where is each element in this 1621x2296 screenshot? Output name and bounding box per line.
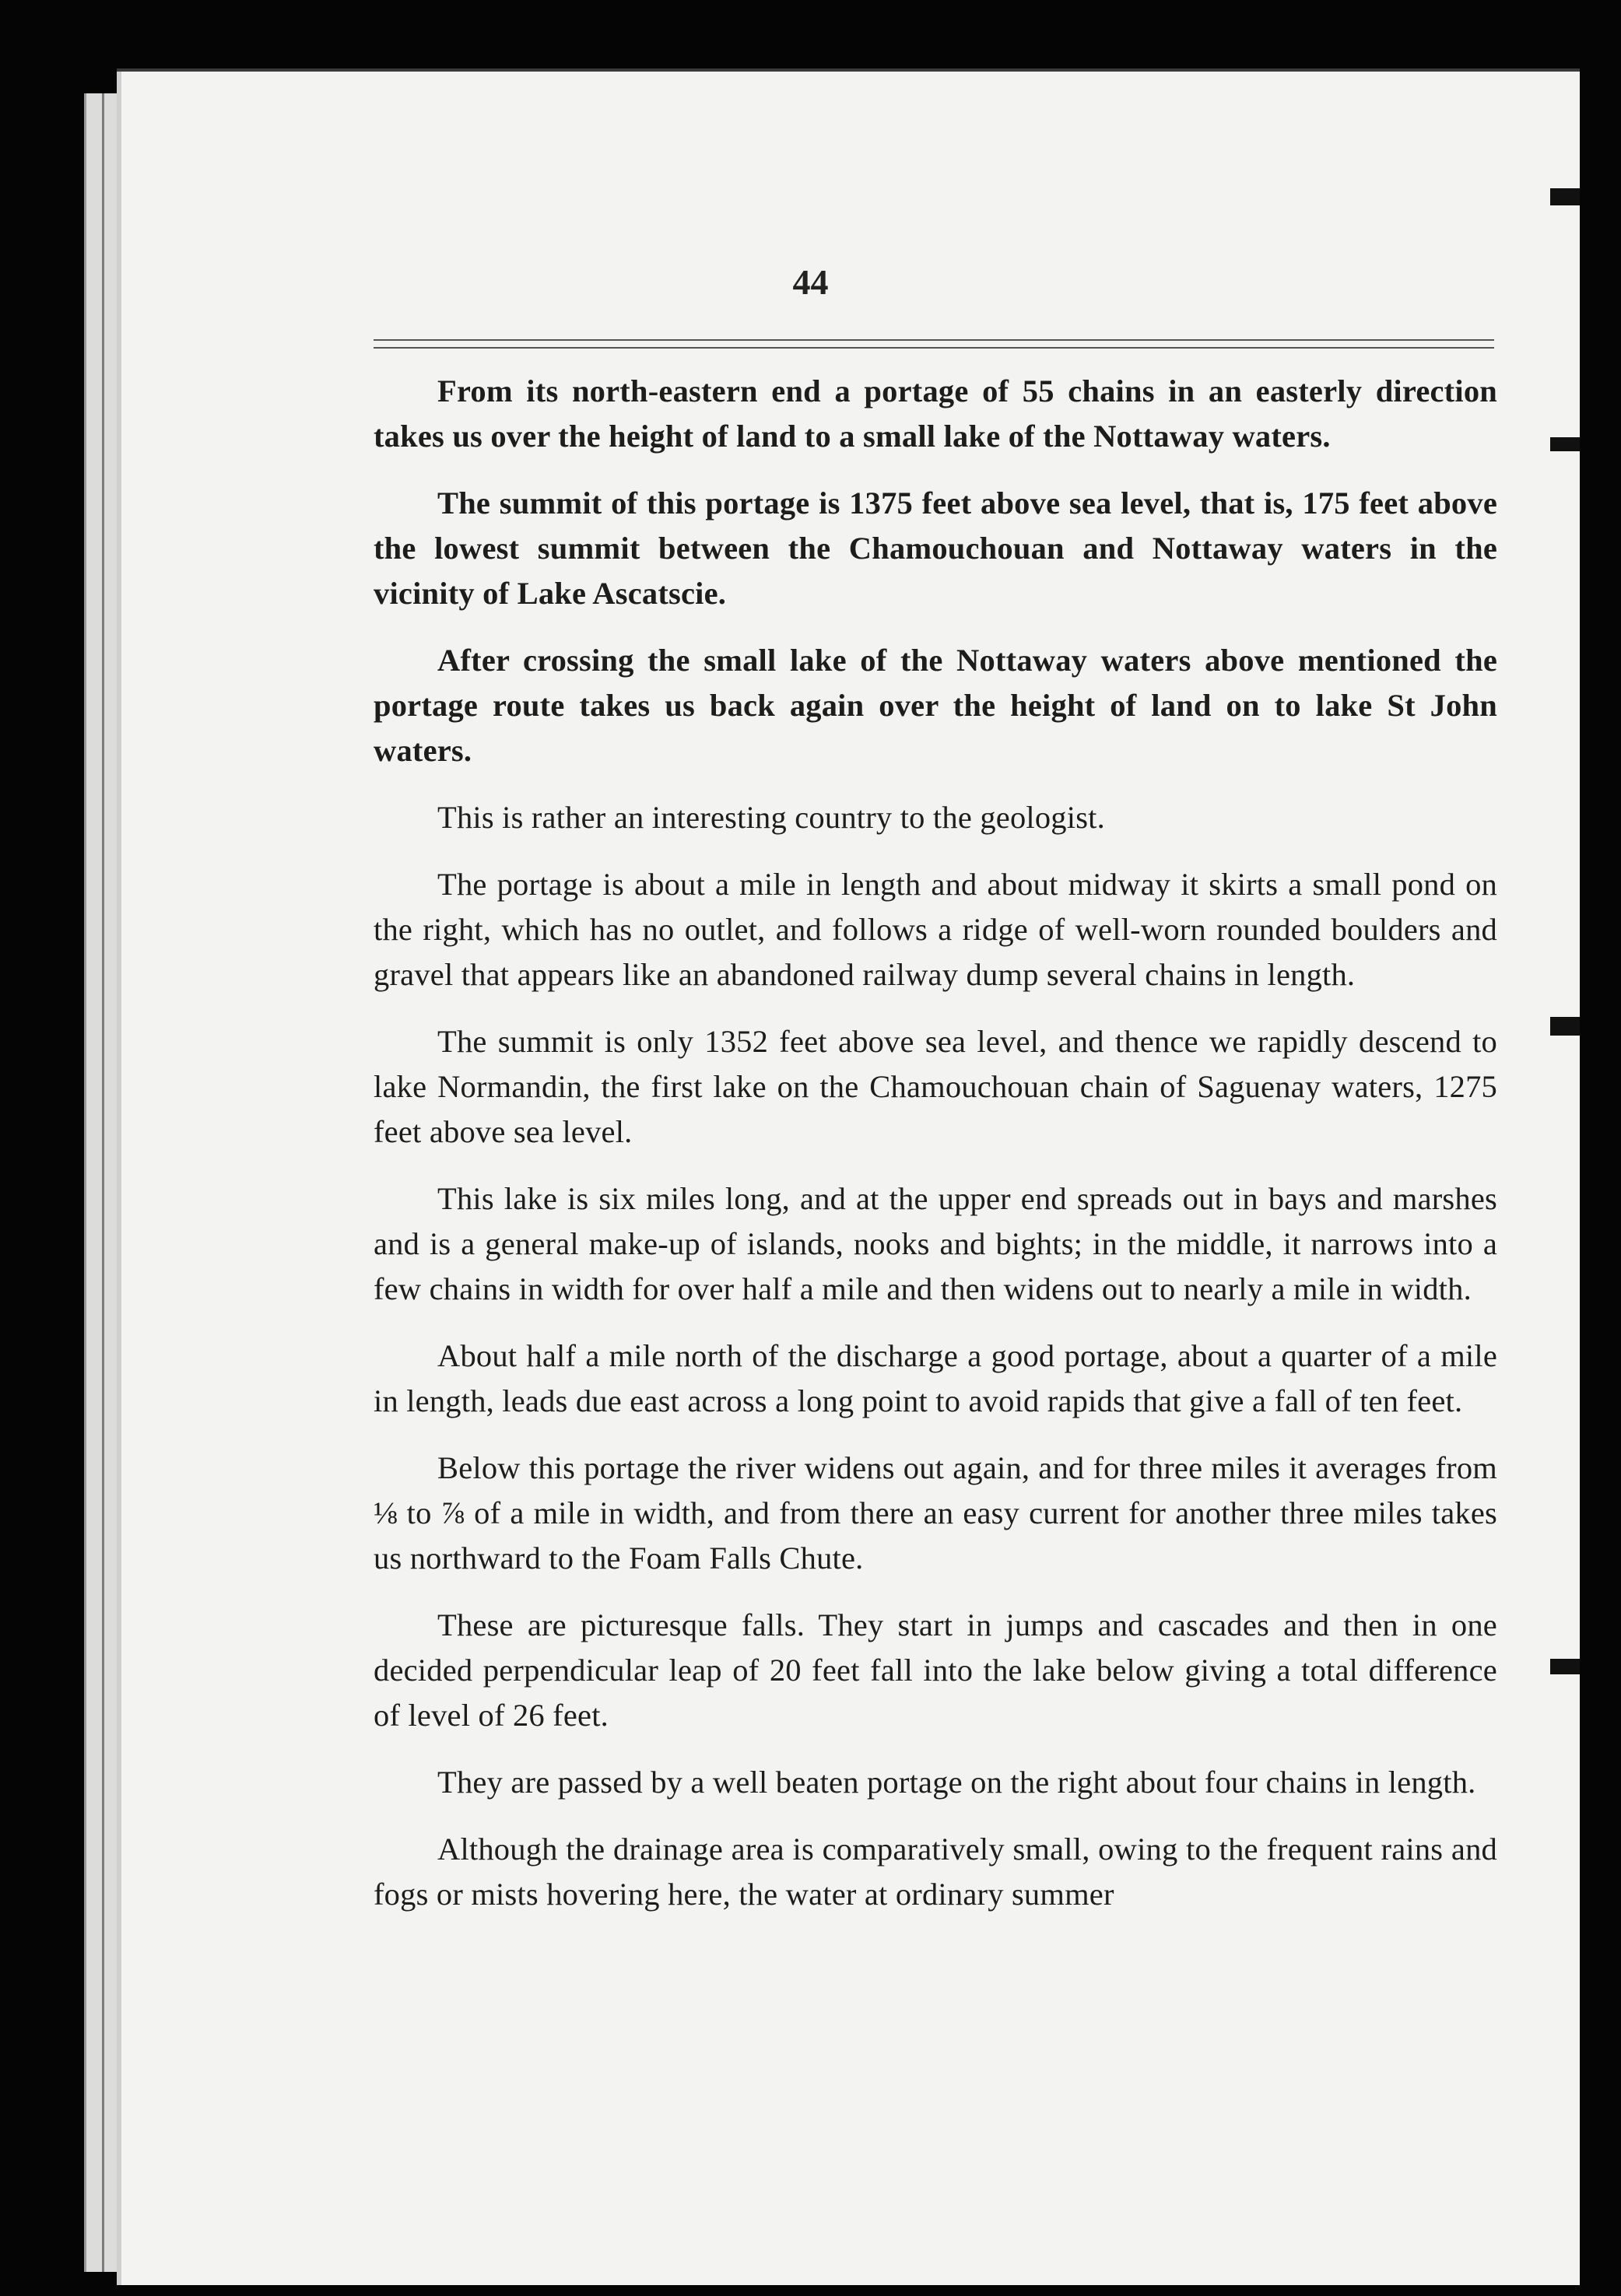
edge-mark (1550, 1659, 1580, 1674)
paragraph: They are passed by a well beaten portage on the right about four chains in length. (437, 1765, 1476, 1800)
paragraph: About half a mile north of the discharge a good portage, about a quarter of a mile in length, leads due east across a long point to avoid rapids that give a fall of ten feet. (374, 1338, 1497, 1418)
paragraph: The summit is only 1352 feet above sea level, and thence we rapidly descend to lake Normandin, the first lake on the Chamouchouan chain of Saguenay waters, 1275 feet above sea level. (374, 1024, 1497, 1149)
header-rule-top (374, 339, 1494, 341)
edge-mark (1550, 1017, 1580, 1036)
page-binding-edge (84, 93, 121, 2272)
edge-mark (1550, 188, 1580, 205)
paragraph: From its north-eastern end a portage of 55 chains in an easterly direction takes us over the height of land to a small lake of the Nottaway waters. (374, 373, 1497, 454)
paragraph: After crossing the small lake of the Nottaway waters above mentioned the portage route takes us back again over the height of land on to lake St John waters. (374, 643, 1497, 768)
header-rule-bottom (374, 347, 1494, 349)
paragraph: Although the drainage area is comparatively small, owing to the frequent rains and fogs or mists hovering here, the water at ordinary summer (374, 1832, 1497, 1912)
paragraph: The portage is about a mile in length and about midway it skirts a small pond on the right, which has no outlet, and follows a ridge of well-worn rounded boulders and gravel that appears like an abandoned railway dump several chains in length. (374, 867, 1497, 992)
edge-mark (1550, 437, 1580, 451)
paragraph: This is rather an interesting country to the geologist. (437, 800, 1105, 835)
page-number: 44 (792, 262, 829, 302)
paragraph: Below this portage the river widens out again, and for three miles it averages from ⅛ to ⅞ of a mile in width, and from there an easy current for another three miles takes us northward to the Foam Falls Chute. (374, 1450, 1497, 1576)
body-text (374, 369, 1497, 1939)
paragraph: The summit of this portage is 1375 feet above sea level, that is, 175 feet above the lowest summit between the Chamouchouan and Nottaway waters in the vicinity of Lake Ascatscie. (374, 485, 1497, 611)
paragraph: These are picturesque falls. They start in jumps and cascades and then in one decided perpendicular leap of 20 feet fall into the lake below giving a total difference of level of 26 feet. (374, 1607, 1497, 1733)
paragraph: This lake is six miles long, and at the upper end spreads out in bays and marshes and is a general make-up of islands, nooks and bights; in the middle, it narrows into a few chains in width for over half a mile and then widens out to nearly a mile in width. (374, 1181, 1497, 1306)
